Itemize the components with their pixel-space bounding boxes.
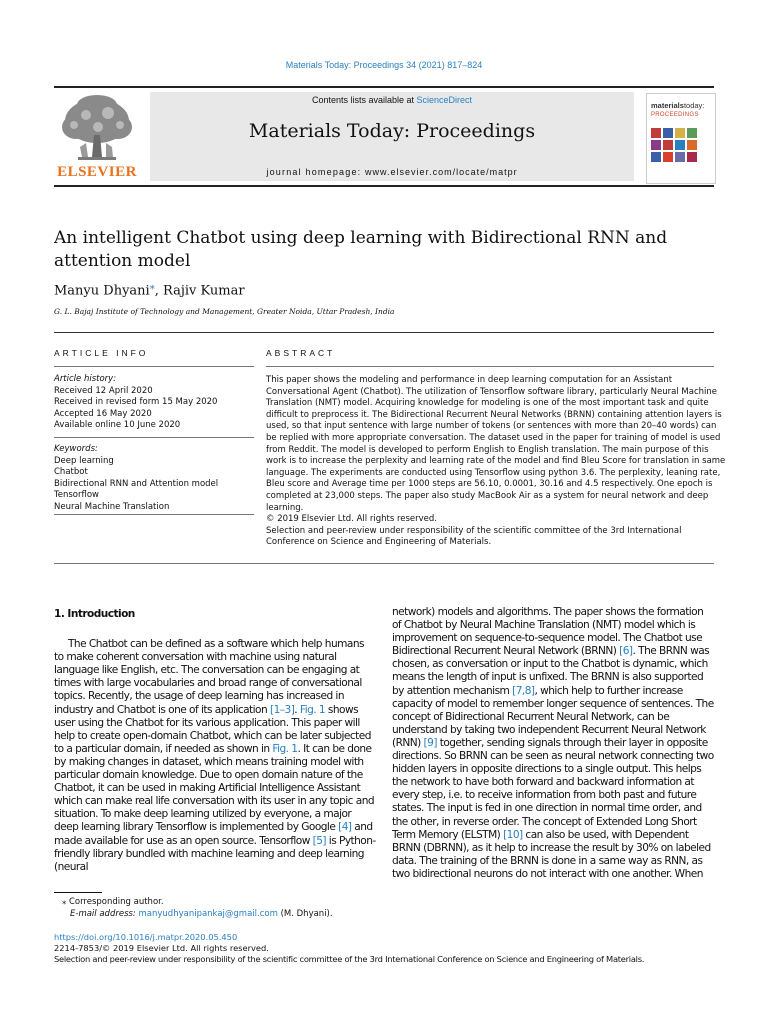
body-text: can also be used, with Dependent BRNN (DBRNN), as it help to increase the result by 30% on labeled data. The training of the BRNN is done in a same way as RNN, as two bidirectional neurons do not interact with one another. When	[392, 828, 711, 880]
masthead-bottom-rule	[54, 185, 714, 187]
footnote-text: Corresponding author.	[68, 897, 164, 907]
footnote-rule	[54, 892, 102, 893]
cover-brand-line1: materials	[651, 101, 684, 110]
keyword-item: Tensorflow	[54, 490, 99, 500]
history-item: Received 12 April 2020	[54, 385, 153, 396]
body-text: together, sending signals through their layer in opposite directions. So BRNN can be seen as neural network connecting two hidden layers in opposite directions to a single output. This helps the network to have both forward and backward information at every step, i.e. to receive information from both past and future states. The input is fed in one direction in normal time order, and the other, in reverse order. The concept of Extended Long Short Term Memory (ELSTM)	[392, 736, 714, 841]
abstract-body: This paper shows the modeling and performance in deep learning computation for an Assistant Conversational Agent (Chatbot). The utilization of Tensorflow software library, particularly Neural Machine Translation (NMT) model. Acquiring knowledge for modeling is one of the most important task and quite difficult to preprocess it. The Bidirectional Recurrent Neural Networks (BRNN) containing attention layers is used, so that input sentence with large number of tokens (or sentences with more than 20–40 words) can be replied with more appropriate conversation. The dataset used in the paper for training of model is used from Reddit. The model is developed to perform English to English translation. The main purpose of this work is to increase the perplexity and learning rate of the model and find Bleu Score for translation in same language. The experiments are conducted using Tensorflow using python 3.6. The perplexity, leaning rate, Bleu score and Average time per 1000 steps are 56.10, 0.0001, 30.16 and 4.5 respectively. One epoch is completed at 23,000 steps. The paper also study MacBook Air as a system for neural network and deep learning.	[266, 375, 726, 513]
sciencedirect-link[interactable]: ScienceDirect	[416, 95, 473, 105]
history-item: Received in revised form 15 May 2020	[54, 397, 218, 407]
author-list	[54, 281, 245, 298]
figure-link[interactable]: Fig. 1	[272, 742, 298, 755]
journal-title: Materials Today: Proceedings	[248, 120, 536, 142]
body-text: is Python-friendly library bundled with machine learning and deep learning (neural	[54, 834, 376, 873]
divider	[54, 563, 714, 564]
author-name[interactable]: , Rajiv Kumar	[154, 283, 245, 299]
body-text: .	[294, 703, 300, 716]
history-item: Accepted 16 May 2020	[54, 408, 152, 419]
body-paragraph	[392, 606, 714, 881]
journal-cover-thumbnail[interactable]	[646, 93, 716, 184]
journal-homepage	[150, 167, 634, 177]
keyword-item: Chatbot	[54, 467, 88, 477]
contents-prefix: Contents lists available at	[311, 95, 417, 105]
corresponding-author-mark[interactable]: ⁎	[149, 281, 155, 292]
reference-link[interactable]: [5]	[312, 834, 326, 847]
body-column-left	[54, 606, 376, 874]
author-email-link[interactable]: manyudhyanipankaj@gmail.com	[138, 909, 278, 919]
cover-subtitle: PROCEEDINGS	[651, 112, 699, 118]
email-label: E-mail address:	[70, 909, 139, 919]
abstract-heading: ABSTRACT	[266, 348, 336, 358]
publisher-name: ELSEVIER	[57, 164, 137, 180]
article-info-heading: ARTICLE INFO	[54, 348, 149, 358]
body-text: The Chatbot can be defined as a software which help humans to make coherent conversation with machine using natural language like English, etc. The conversation can be engaging at times with large vocabularies and broad range of conversational topics. Recently, the usage of deep learning has increased in industry and Chatbot is one of its application	[54, 638, 364, 716]
journal-citation-link[interactable]: Materials Today: Proceedings 34 (2021) 817–824	[285, 60, 483, 70]
reference-link[interactable]: [9]	[423, 736, 437, 749]
body-text: and made available for use as an open source. Tensorflow	[54, 821, 373, 847]
issn-copyright: 2214-7853/© 2019 Elsevier Ltd. All rights reserved.	[54, 943, 269, 953]
figure-link[interactable]: Fig. 1	[299, 703, 326, 716]
homepage-label: journal homepage:	[266, 167, 366, 177]
body-column-right	[392, 606, 714, 881]
body-text: , which help to further increase capacity of model to remember longer sequence of sentences. The concept of Bidirectional Recurrent Neural Network, can be understand by taking two independent Recurrent Neural Network (RNN)	[392, 684, 714, 749]
body-paragraph	[54, 638, 376, 874]
cover-brand-line2: today:	[683, 101, 705, 110]
article-history	[54, 374, 254, 432]
author-name[interactable]: Manyu Dhyani	[54, 283, 150, 299]
body-text: network) models and algorithms. The paper shows the formation of Chatbot by Neural Machine Translation (NMT) model which is improvement on sequence-to-sequence model. The Chatbot use Bidirectional Recurrent Neural Network (BRNN)	[392, 606, 704, 658]
history-label: Article history:	[54, 374, 117, 384]
body-text: . It can be done by making changes in dataset, which means training model with particular domain knowledge. Due to open domain nature of the Chatbot, it can be used in making Artificial Intelligence Assistant which can make real life conversation with its user in any topic and situation. To make deep learning utilized by everyone, a major deep learning library Tensorflow is implemented by Google	[54, 742, 375, 834]
divider	[54, 437, 254, 438]
doi-link[interactable]: https://doi.org/10.1016/j.matpr.2020.05.450	[54, 932, 238, 942]
reference-link[interactable]: [6]	[619, 645, 633, 658]
divider	[54, 366, 254, 367]
contents-line	[150, 95, 634, 105]
divider	[54, 514, 254, 515]
history-item: Available online 10 June 2020	[54, 420, 181, 430]
homepage-url-link[interactable]: www.elsevier.com/locate/matpr	[365, 167, 518, 177]
abstract-copyright: © 2019 Elsevier Ltd. All rights reserved.	[266, 514, 438, 525]
email-owner: (M. Dhyani).	[277, 909, 333, 919]
keyword-item: Neural Machine Translation	[54, 501, 170, 512]
peer-review-note: Selection and peer-review under responsibility of the scientific committee of the 3rd International Conference on Science and Engineering of Materials.	[54, 954, 645, 964]
body-text: shows user using the Chatbot for its various application. This paper will help to create open-domain Chatbot, which can be later subjected to a particular domain, if needed as shown in	[54, 703, 371, 755]
title-rule	[54, 332, 714, 333]
abstract-selection-note: Selection and peer-review under responsibility of the scientific committee of the 3rd International Conference on Science and Engineering of Materials.	[266, 525, 682, 548]
abstract-text	[266, 375, 726, 549]
masthead-top-rule	[54, 86, 714, 88]
keyword-item: Bidirectional RNN and Attention model	[54, 478, 219, 489]
author-affiliation: G. L. Bajaj Institute of Technology and Management, Greater Noida, Uttar Pradesh, India	[54, 307, 395, 316]
article-title: An intelligent Chatbot using deep learning with Bidirectional RNN and attention model	[54, 228, 668, 271]
keywords-label: Keywords:	[54, 444, 98, 454]
keywords	[54, 444, 254, 513]
corresponding-author-footnote	[62, 896, 702, 920]
reference-link[interactable]: [1–3]	[269, 703, 295, 716]
reference-link[interactable]: [10]	[503, 828, 523, 841]
section-heading-introduction: 1. Introduction	[54, 608, 135, 620]
cover-brand	[651, 102, 704, 119]
body-text: . The BRNN was chosen, as conversation or input to the Chatbot is dynamic, which means the length of input is unfixed. The BRNN is also supported by attention mechanism	[392, 645, 710, 697]
keyword-item: Deep learning	[54, 455, 114, 466]
divider	[266, 366, 714, 367]
reference-link[interactable]: [7,8]	[512, 684, 535, 697]
cover-image-grid	[651, 128, 697, 162]
reference-link[interactable]: [4]	[338, 821, 352, 834]
footnote-mark: ⁎	[62, 897, 67, 907]
